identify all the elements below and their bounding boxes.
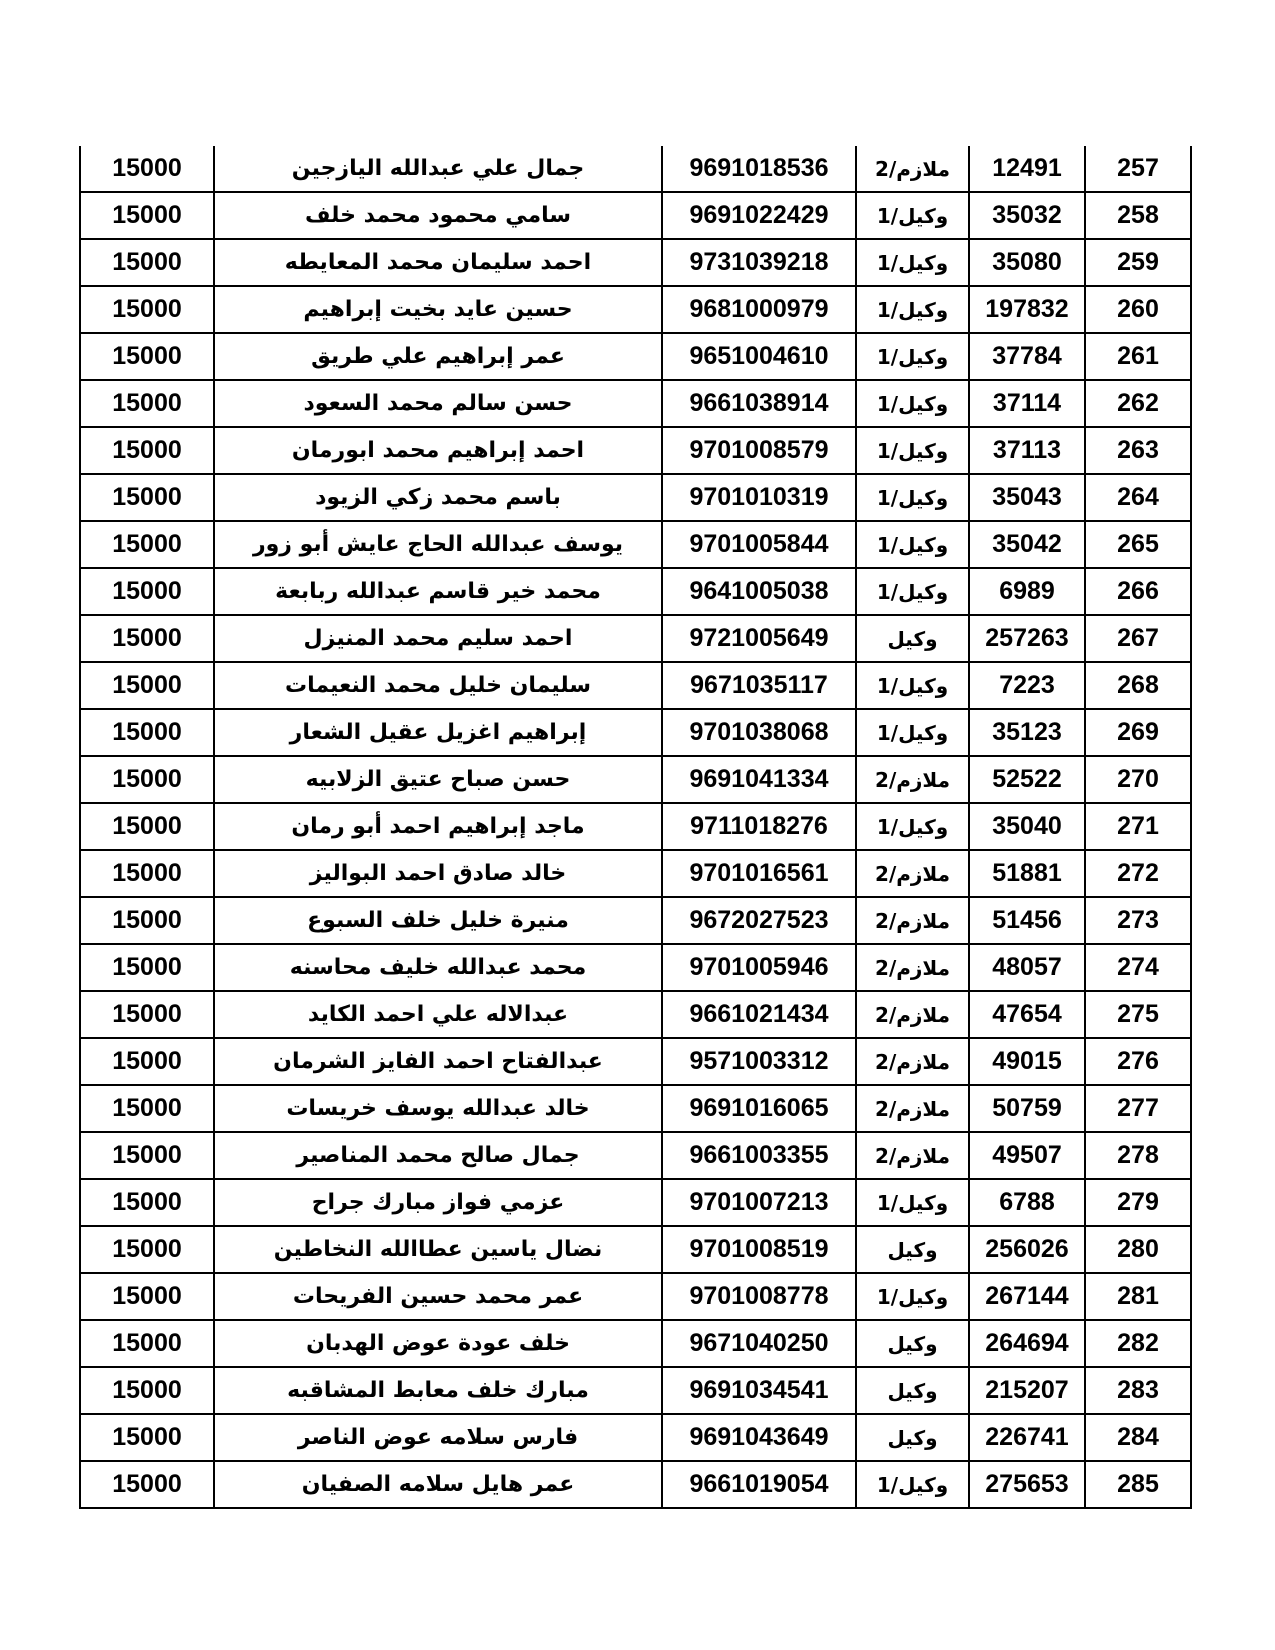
cell-national-id: 9661003355 (662, 1132, 856, 1179)
cell-sequence-number: 275 (1085, 991, 1191, 1038)
cell-full-name: احمد سليمان محمد المعايطه (214, 239, 662, 286)
cell-full-name: خالد صادق احمد البواليز (214, 850, 662, 897)
cell-rank: ملازم/2 (856, 1132, 969, 1179)
cell-sequence-number: 262 (1085, 380, 1191, 427)
cell-rank: ملازم/2 (856, 146, 969, 192)
cell-amount: 15000 (80, 1226, 214, 1273)
cell-military-number: 37784 (969, 333, 1085, 380)
table-row (80, 1414, 1191, 1461)
cell-sequence-number: 266 (1085, 568, 1191, 615)
cell-military-number: 49507 (969, 1132, 1085, 1179)
cell-sequence-number: 257 (1085, 146, 1191, 192)
cell-full-name: عمر محمد حسين الفريحات (214, 1273, 662, 1320)
cell-full-name: إبراهيم اغزيل عقيل الشعار (214, 709, 662, 756)
cell-sequence-number: 265 (1085, 521, 1191, 568)
cell-rank: وكيل/1 (856, 286, 969, 333)
cell-national-id: 9701005844 (662, 521, 856, 568)
cell-military-number: 226741 (969, 1414, 1085, 1461)
cell-national-id: 9651004610 (662, 333, 856, 380)
cell-amount: 15000 (80, 1367, 214, 1414)
cell-rank: وكيل/1 (856, 239, 969, 286)
cell-sequence-number: 269 (1085, 709, 1191, 756)
cell-national-id: 9721005649 (662, 615, 856, 662)
cell-military-number: 12491 (969, 146, 1085, 192)
cell-national-id: 9711018276 (662, 803, 856, 850)
cell-amount: 15000 (80, 286, 214, 333)
table-row (80, 286, 1191, 333)
cell-sequence-number: 271 (1085, 803, 1191, 850)
cell-full-name: خلف عودة عوض الهدبان (214, 1320, 662, 1367)
table-row (80, 1132, 1191, 1179)
records-table (79, 146, 1192, 1509)
cell-amount: 15000 (80, 1038, 214, 1085)
cell-amount: 15000 (80, 709, 214, 756)
table-row (80, 803, 1191, 850)
cell-military-number: 35042 (969, 521, 1085, 568)
cell-full-name: نضال ياسين عطاالله النخاطين (214, 1226, 662, 1273)
cell-sequence-number: 272 (1085, 850, 1191, 897)
cell-full-name: سامي محمود محمد خلف (214, 192, 662, 239)
cell-national-id: 9701008519 (662, 1226, 856, 1273)
cell-military-number: 264694 (969, 1320, 1085, 1367)
cell-rank: ملازم/2 (856, 944, 969, 991)
cell-rank: ملازم/2 (856, 756, 969, 803)
table-row (80, 1461, 1191, 1508)
table-row (80, 709, 1191, 756)
cell-rank: وكيل (856, 1414, 969, 1461)
cell-sequence-number: 258 (1085, 192, 1191, 239)
cell-national-id: 9672027523 (662, 897, 856, 944)
cell-full-name: عمر إبراهيم علي طريق (214, 333, 662, 380)
cell-full-name: عزمي فواز مبارك جراح (214, 1179, 662, 1226)
cell-rank: وكيل/1 (856, 1273, 969, 1320)
cell-full-name: حسين عايد بخيت إبراهيم (214, 286, 662, 333)
cell-national-id: 9701007213 (662, 1179, 856, 1226)
cell-rank: وكيل/1 (856, 568, 969, 615)
cell-national-id: 9691016065 (662, 1085, 856, 1132)
cell-full-name: احمد سليم محمد المنيزل (214, 615, 662, 662)
cell-national-id: 9701008579 (662, 427, 856, 474)
cell-military-number: 35040 (969, 803, 1085, 850)
cell-sequence-number: 263 (1085, 427, 1191, 474)
cell-sequence-number: 284 (1085, 1414, 1191, 1461)
cell-military-number: 6989 (969, 568, 1085, 615)
cell-amount: 15000 (80, 991, 214, 1038)
cell-sequence-number: 279 (1085, 1179, 1191, 1226)
cell-military-number: 6788 (969, 1179, 1085, 1226)
cell-military-number: 267144 (969, 1273, 1085, 1320)
cell-rank: ملازم/2 (856, 1085, 969, 1132)
cell-rank: وكيل (856, 615, 969, 662)
table-row (80, 1179, 1191, 1226)
cell-full-name: احمد إبراهيم محمد ابورمان (214, 427, 662, 474)
cell-sequence-number: 268 (1085, 662, 1191, 709)
cell-full-name: جمال علي عبدالله اليازجين (214, 146, 662, 192)
cell-national-id: 9691034541 (662, 1367, 856, 1414)
cell-amount: 15000 (80, 474, 214, 521)
records-body (80, 146, 1191, 1508)
cell-sequence-number: 285 (1085, 1461, 1191, 1508)
cell-military-number: 7223 (969, 662, 1085, 709)
cell-military-number: 35043 (969, 474, 1085, 521)
table-row (80, 474, 1191, 521)
cell-amount: 15000 (80, 380, 214, 427)
cell-rank: وكيل/1 (856, 1461, 969, 1508)
table-row (80, 568, 1191, 615)
cell-rank: وكيل/1 (856, 192, 969, 239)
cell-sequence-number: 281 (1085, 1273, 1191, 1320)
cell-full-name: حسن صباح عتيق الزلابيه (214, 756, 662, 803)
cell-sequence-number: 260 (1085, 286, 1191, 333)
cell-sequence-number: 273 (1085, 897, 1191, 944)
table-row (80, 1038, 1191, 1085)
table-row (80, 1367, 1191, 1414)
cell-military-number: 35123 (969, 709, 1085, 756)
table-row (80, 991, 1191, 1038)
cell-full-name: سليمان خليل محمد النعيمات (214, 662, 662, 709)
cell-sequence-number: 280 (1085, 1226, 1191, 1273)
cell-full-name: عمر هايل سلامه الصفيان (214, 1461, 662, 1508)
table-row (80, 615, 1191, 662)
cell-sequence-number: 259 (1085, 239, 1191, 286)
cell-full-name: محمد عبدالله خليف محاسنه (214, 944, 662, 991)
table-row (80, 1320, 1191, 1367)
cell-national-id: 9691022429 (662, 192, 856, 239)
cell-amount: 15000 (80, 897, 214, 944)
cell-sequence-number: 282 (1085, 1320, 1191, 1367)
cell-rank: وكيل/1 (856, 1179, 969, 1226)
cell-amount: 15000 (80, 1179, 214, 1226)
cell-military-number: 35080 (969, 239, 1085, 286)
cell-sequence-number: 267 (1085, 615, 1191, 662)
cell-amount: 15000 (80, 1132, 214, 1179)
table-row (80, 333, 1191, 380)
cell-rank: وكيل/1 (856, 333, 969, 380)
cell-sequence-number: 276 (1085, 1038, 1191, 1085)
cell-national-id: 9661019054 (662, 1461, 856, 1508)
table-row (80, 521, 1191, 568)
cell-rank: وكيل (856, 1226, 969, 1273)
table-row (80, 850, 1191, 897)
cell-military-number: 257263 (969, 615, 1085, 662)
table-row (80, 239, 1191, 286)
cell-sequence-number: 261 (1085, 333, 1191, 380)
cell-amount: 15000 (80, 944, 214, 991)
cell-national-id: 9701010319 (662, 474, 856, 521)
cell-military-number: 37113 (969, 427, 1085, 474)
cell-national-id: 9641005038 (662, 568, 856, 615)
cell-full-name: يوسف عبدالله الحاج عايش أبو زور (214, 521, 662, 568)
cell-rank: وكيل/1 (856, 803, 969, 850)
cell-amount: 15000 (80, 333, 214, 380)
cell-rank: وكيل (856, 1367, 969, 1414)
table-row (80, 1273, 1191, 1320)
cell-sequence-number: 278 (1085, 1132, 1191, 1179)
cell-rank: وكيل/1 (856, 427, 969, 474)
cell-amount: 15000 (80, 521, 214, 568)
cell-military-number: 48057 (969, 944, 1085, 991)
cell-military-number: 47654 (969, 991, 1085, 1038)
cell-amount: 15000 (80, 427, 214, 474)
cell-military-number: 37114 (969, 380, 1085, 427)
cell-military-number: 52522 (969, 756, 1085, 803)
cell-amount: 15000 (80, 1414, 214, 1461)
cell-full-name: حسن سالم محمد السعود (214, 380, 662, 427)
cell-national-id: 9731039218 (662, 239, 856, 286)
cell-amount: 15000 (80, 662, 214, 709)
cell-military-number: 197832 (969, 286, 1085, 333)
cell-national-id: 9701038068 (662, 709, 856, 756)
table-row (80, 944, 1191, 991)
cell-amount: 15000 (80, 568, 214, 615)
cell-full-name: مبارك خلف معابط المشاقبه (214, 1367, 662, 1414)
cell-sequence-number: 274 (1085, 944, 1191, 991)
cell-amount: 15000 (80, 1461, 214, 1508)
table-row (80, 146, 1191, 192)
table-row (80, 192, 1191, 239)
cell-rank: وكيل/1 (856, 474, 969, 521)
table-row (80, 1226, 1191, 1273)
cell-national-id: 9701005946 (662, 944, 856, 991)
cell-amount: 15000 (80, 850, 214, 897)
cell-full-name: عبدالاله علي احمد الكايد (214, 991, 662, 1038)
cell-national-id: 9691018536 (662, 146, 856, 192)
table-row (80, 427, 1191, 474)
cell-military-number: 50759 (969, 1085, 1085, 1132)
cell-military-number: 35032 (969, 192, 1085, 239)
cell-rank: ملازم/2 (856, 897, 969, 944)
table-row (80, 1085, 1191, 1132)
cell-rank: وكيل (856, 1320, 969, 1367)
cell-full-name: باسم محمد زكي الزيود (214, 474, 662, 521)
cell-full-name: فارس سلامه عوض الناصر (214, 1414, 662, 1461)
cell-national-id: 9701008778 (662, 1273, 856, 1320)
cell-amount: 15000 (80, 1273, 214, 1320)
cell-military-number: 51881 (969, 850, 1085, 897)
cell-sequence-number: 264 (1085, 474, 1191, 521)
cell-military-number: 215207 (969, 1367, 1085, 1414)
cell-national-id: 9671035117 (662, 662, 856, 709)
cell-rank: وكيل/1 (856, 521, 969, 568)
cell-full-name: محمد خير قاسم عبدالله ربابعة (214, 568, 662, 615)
cell-military-number: 51456 (969, 897, 1085, 944)
table-row (80, 897, 1191, 944)
cell-sequence-number: 277 (1085, 1085, 1191, 1132)
cell-national-id: 9661038914 (662, 380, 856, 427)
table-row (80, 662, 1191, 709)
cell-amount: 15000 (80, 803, 214, 850)
cell-amount: 15000 (80, 756, 214, 803)
cell-national-id: 9701016561 (662, 850, 856, 897)
cell-amount: 15000 (80, 146, 214, 192)
cell-military-number: 49015 (969, 1038, 1085, 1085)
cell-full-name: ماجد إبراهيم احمد أبو رمان (214, 803, 662, 850)
cell-rank: ملازم/2 (856, 991, 969, 1038)
cell-rank: ملازم/2 (856, 850, 969, 897)
cell-rank: وكيل/1 (856, 709, 969, 756)
cell-military-number: 256026 (969, 1226, 1085, 1273)
cell-national-id: 9671040250 (662, 1320, 856, 1367)
cell-full-name: خالد عبدالله يوسف خريسات (214, 1085, 662, 1132)
cell-sequence-number: 270 (1085, 756, 1191, 803)
cell-rank: ملازم/2 (856, 1038, 969, 1085)
table-row (80, 380, 1191, 427)
cell-national-id: 9691041334 (662, 756, 856, 803)
cell-full-name: عبدالفتاح احمد الفايز الشرمان (214, 1038, 662, 1085)
cell-sequence-number: 283 (1085, 1367, 1191, 1414)
cell-rank: وكيل/1 (856, 662, 969, 709)
cell-full-name: منيرة خليل خلف السبوع (214, 897, 662, 944)
cell-amount: 15000 (80, 1085, 214, 1132)
cell-national-id: 9661021434 (662, 991, 856, 1038)
cell-national-id: 9691043649 (662, 1414, 856, 1461)
cell-military-number: 275653 (969, 1461, 1085, 1508)
cell-full-name: جمال صالح محمد المناصير (214, 1132, 662, 1179)
cell-amount: 15000 (80, 192, 214, 239)
table-row (80, 756, 1191, 803)
cell-amount: 15000 (80, 615, 214, 662)
cell-national-id: 9571003312 (662, 1038, 856, 1085)
cell-amount: 15000 (80, 239, 214, 286)
cell-national-id: 9681000979 (662, 286, 856, 333)
cell-amount: 15000 (80, 1320, 214, 1367)
cell-rank: وكيل/1 (856, 380, 969, 427)
